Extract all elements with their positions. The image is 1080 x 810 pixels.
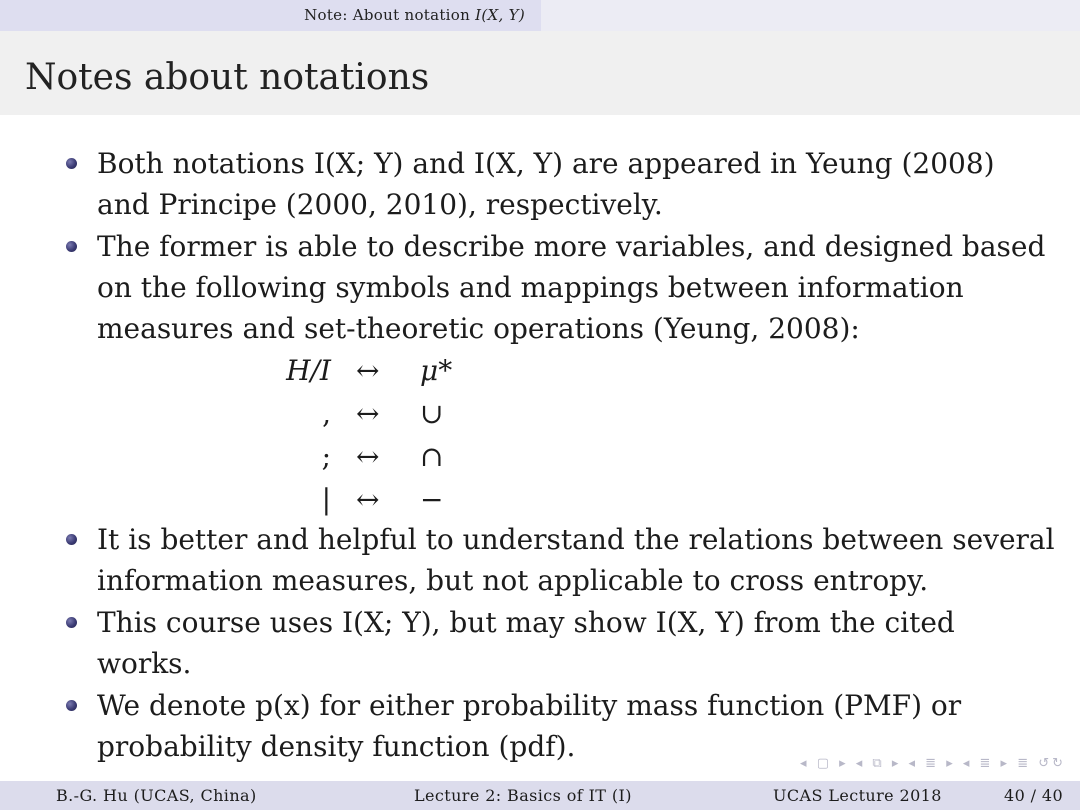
bullet-line: This course uses I(X; Y), but may show I(X, Y) from the cited <box>97 606 955 639</box>
mapping-row <box>262 349 502 392</box>
mapping-row <box>262 392 502 435</box>
bullet-item <box>97 519 1055 601</box>
bullet-line: works. <box>97 647 192 680</box>
bullet-line: and Principe (2000, 2010), respectively. <box>97 188 663 221</box>
header-section-label: Note: About notation <box>304 6 476 24</box>
mapping-operation: μ* <box>420 354 453 387</box>
bullet-line: We denote p(x) for either probability mass function (PMF) or <box>97 689 962 722</box>
mapping-operation: ∪ <box>420 397 444 430</box>
bullet-line: probability density function (pdf). <box>97 730 576 763</box>
mapping-arrow: ↔ <box>356 440 380 473</box>
mapping-row <box>262 435 502 478</box>
mapping-operation: ∩ <box>420 440 444 473</box>
mapping-symbol: H/I <box>286 354 331 387</box>
bullet-line: information measures, but not applicable to cross entropy. <box>97 564 929 597</box>
bullet-line: It is better and helpful to understand the relations between several <box>97 523 1055 556</box>
bullet-icon <box>66 617 77 628</box>
bullet-line: Both notations I(X; Y) and I(X, Y) are appeared in Yeung (2008) <box>97 147 995 180</box>
bullet-line: The former is able to describe more variables, and designed based <box>97 230 1046 263</box>
bullet-icon <box>66 241 77 252</box>
footer-lecture: Lecture 2: Basics of IT (I) <box>414 786 632 805</box>
header-empty-bar <box>541 0 1080 31</box>
mapping-symbol: , <box>322 397 331 430</box>
mapping-arrow: ↔ <box>356 354 380 387</box>
bullet-item <box>97 602 955 684</box>
mapping-symbol: ; <box>321 440 331 473</box>
mapping-row <box>262 478 502 521</box>
header-section-title[interactable] <box>304 6 525 24</box>
bullet-item <box>97 226 1045 349</box>
bullet-icon <box>66 700 77 711</box>
header-section-math: I(X, Y) <box>475 6 525 24</box>
mapping-table <box>262 349 502 521</box>
footer-author: B.-G. Hu (UCAS, China) <box>56 786 257 805</box>
bullet-icon <box>66 534 77 545</box>
footer-page-number: 40 / 40 <box>1004 786 1064 805</box>
mapping-arrow: ↔ <box>356 397 380 430</box>
bullet-line: on the following symbols and mappings between information <box>97 271 964 304</box>
header-section-bar <box>0 0 541 31</box>
mapping-arrow: ↔ <box>356 483 380 516</box>
bullet-line: measures and set-theoretic operations (Yeung, 2008): <box>97 312 860 345</box>
footer-venue: UCAS Lecture 2018 <box>773 786 942 805</box>
bullet-item <box>97 143 995 225</box>
navigation-symbols[interactable]: ◂ ▢ ▸ ◂ ⧉ ▸ ◂ ≣ ▸ ◂ ≣ ▸ ≣ ↺↻ <box>800 756 1066 771</box>
frame-title-bar <box>0 31 1080 115</box>
bullet-icon <box>66 158 77 169</box>
mapping-symbol: | <box>321 483 331 516</box>
bullet-item <box>97 685 961 767</box>
frame-title: Notes about notations <box>25 57 430 98</box>
mapping-operation: − <box>420 483 444 516</box>
